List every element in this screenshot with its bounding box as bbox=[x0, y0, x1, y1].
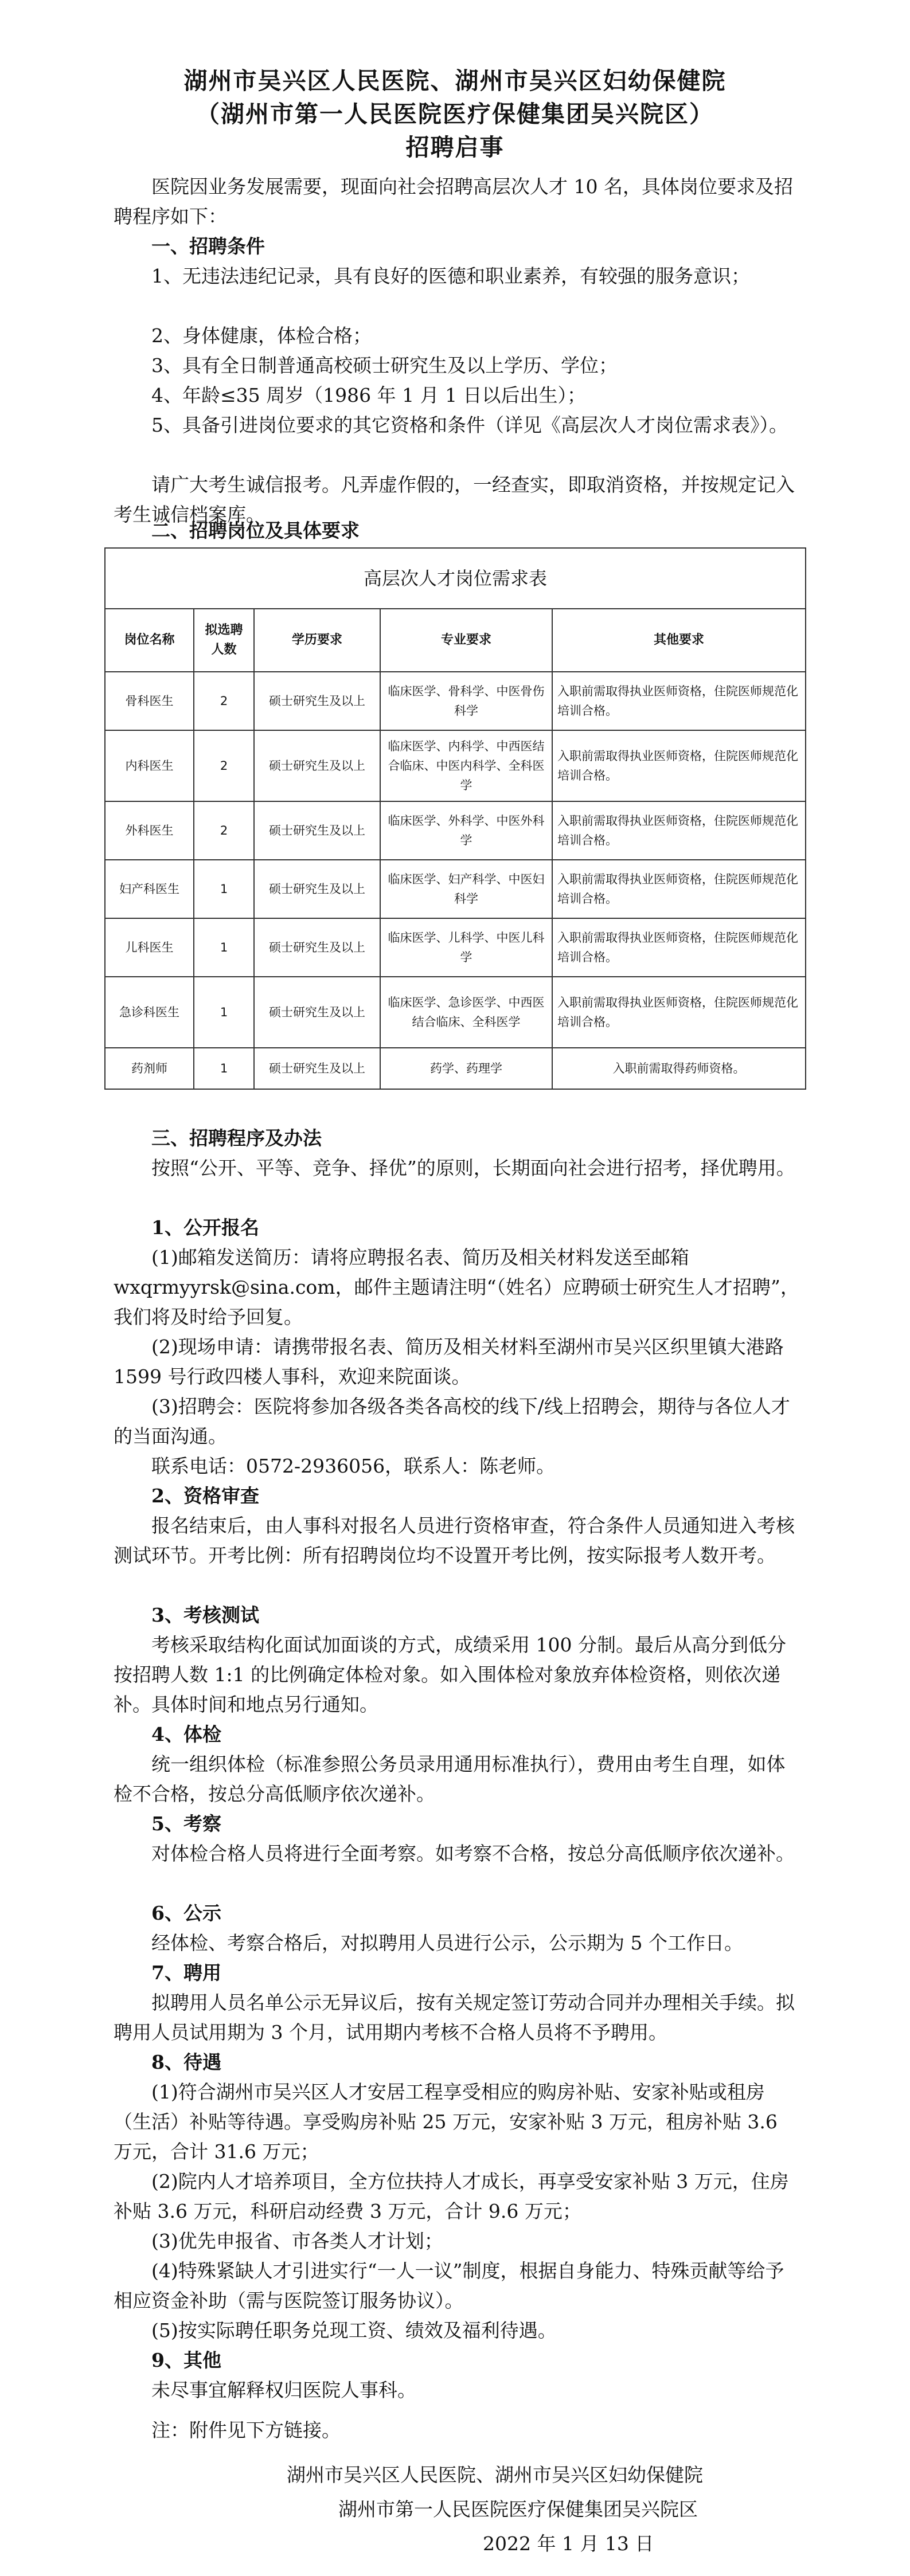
cell-post: 骨科医生 bbox=[105, 672, 194, 730]
step-2-heading: 2、资格审查 bbox=[151, 1485, 259, 1507]
title-line-3: 招聘启事 bbox=[405, 134, 505, 161]
condition-5: 5、具备引进岗位要求的其它资格和条件（详见《高层次人才岗位需求表》）。 bbox=[151, 414, 788, 436]
requirements-table bbox=[104, 547, 806, 1090]
cell-count: 1 bbox=[194, 860, 254, 918]
cell-count: 2 bbox=[194, 801, 254, 860]
cell-major: 药学、药理学 bbox=[380, 1048, 552, 1089]
cell-major: 临床医学、外科学、中医外科学 bbox=[380, 801, 552, 860]
benefit-3: (3)优先申报省、市各类人才计划； bbox=[151, 2230, 443, 2252]
cell-major: 临床医学、骨科学、中医骨伤科学 bbox=[380, 672, 552, 730]
section-3-intro: 按照“公开、平等、竞争、择优”的原则，长期面向社会进行招考，择优聘用。 bbox=[151, 1157, 795, 1179]
step-9-text: 未尽事宜解释权归医院人事科。 bbox=[151, 2379, 416, 2401]
condition-4: 4、年龄≤35 周岁（1986 年 1 月 1 日以后出生）； bbox=[151, 384, 587, 406]
cell-post: 急诊科医生 bbox=[105, 977, 194, 1048]
step-5-heading: 5、考察 bbox=[151, 1812, 221, 1835]
table-caption: 高层次人才岗位需求表 bbox=[105, 548, 806, 609]
step-1-email: (1)邮箱发送简历：请将应聘报名表、简历及相关材料发送至邮箱 wxqrmyyrsk@sina.com，邮件主题请注明“（姓名）应聘硕士研究生人才招聘”，我们将及时给予回复。 bbox=[114, 1246, 799, 1328]
cell-post: 外科医生 bbox=[105, 801, 194, 860]
integrity-note: 请广大考生诚信报考。凡弄虚作假的，一经查实，即取消资格，并按规定记入考生诚信档案库。 bbox=[114, 473, 795, 526]
cell-other: 入职前需取得执业医师资格，住院医师规范化培训合格。 bbox=[552, 801, 806, 860]
table-row bbox=[105, 1048, 806, 1089]
table-row bbox=[105, 672, 806, 730]
cell-other: 入职前需取得药师资格。 bbox=[552, 1048, 806, 1089]
signature-line-1: 湖州市吴兴区人民医院、湖州市吴兴区妇幼保健院 bbox=[287, 2464, 703, 2486]
cell-other: 入职前需取得执业医师资格，住院医师规范化培训合格。 bbox=[552, 672, 806, 730]
section-3-heading: 三、招聘程序及办法 bbox=[151, 1127, 322, 1149]
cell-count: 2 bbox=[194, 730, 254, 801]
contact-info: 联系电话：0572-2936056，联系人：陈老师。 bbox=[151, 1455, 556, 1477]
cell-other: 入职前需取得执业医师资格，住院医师规范化培训合格。 bbox=[552, 730, 806, 801]
cell-education: 硕士研究生及以上 bbox=[254, 672, 380, 730]
cell-count: 1 bbox=[194, 1048, 254, 1089]
signature-date: 2022 年 1 月 13 日 bbox=[483, 2532, 654, 2555]
signature-line-2: 湖州市第一人民医院医疗保健集团吴兴院区 bbox=[338, 2498, 698, 2520]
header-major: 专业要求 bbox=[380, 609, 552, 672]
cell-education: 硕士研究生及以上 bbox=[254, 730, 380, 801]
cell-count: 2 bbox=[194, 672, 254, 730]
condition-1: 1、无违法违纪记录，具有良好的医德和职业素养，有较强的服务意识； bbox=[151, 265, 750, 287]
cell-count: 1 bbox=[194, 918, 254, 977]
step-7-text: 拟聘用人员名单公示无异议后，按有关规定签订劳动合同并办理相关手续。拟聘用人员试用期为 3 个月，试用期内考核不合格人员将不予聘用。 bbox=[114, 1991, 795, 2043]
condition-2: 2、身体健康，体检合格； bbox=[151, 324, 372, 347]
title-line-2: （湖州市第一人民医院医疗保健集团吴兴院区） bbox=[196, 100, 714, 128]
cell-education: 硕士研究生及以上 bbox=[254, 918, 380, 977]
document-header bbox=[0, 64, 910, 164]
step-4-heading: 4、体检 bbox=[151, 1723, 221, 1745]
cell-major: 临床医学、急诊医学、中西医结合临床、全科医学 bbox=[380, 977, 552, 1048]
header-other: 其他要求 bbox=[552, 609, 806, 672]
header-post: 岗位名称 bbox=[105, 609, 194, 672]
step-6-text: 经体检、考察合格后，对拟聘用人员进行公示，公示期为 5 个工作日。 bbox=[151, 1932, 743, 1954]
cell-education: 硕士研究生及以上 bbox=[254, 1048, 380, 1089]
cell-count: 1 bbox=[194, 977, 254, 1048]
step-7-heading: 7、聘用 bbox=[151, 1962, 221, 1984]
cell-post: 妇产科医生 bbox=[105, 860, 194, 918]
step-9-heading: 9、其他 bbox=[151, 2349, 221, 2371]
cell-other: 入职前需取得执业医师资格，住院医师规范化培训合格。 bbox=[552, 918, 806, 977]
cell-other: 入职前需取得执业医师资格，住院医师规范化培训合格。 bbox=[552, 977, 806, 1048]
header-count: 拟选聘人数 bbox=[194, 609, 254, 672]
benefit-5: (5)按实际聘任职务兑现工资、绩效及福利待遇。 bbox=[151, 2319, 557, 2342]
step-1-heading: 1、公开报名 bbox=[151, 1216, 259, 1239]
step-3-heading: 3、考核测试 bbox=[151, 1604, 259, 1626]
cell-education: 硕士研究生及以上 bbox=[254, 977, 380, 1048]
table-row bbox=[105, 860, 806, 918]
cell-post: 儿科医生 bbox=[105, 918, 194, 977]
step-1-onsite: (2)现场申请：请携带报名表、简历及相关材料至湖州市吴兴区织里镇大港路 1599 号行政四楼人事科，欢迎来院面谈。 bbox=[114, 1336, 784, 1388]
benefit-1: (1)符合湖州市吴兴区人才安居工程享受相应的购房补贴、安家补贴或租房（生活）补贴等待遇。享受购房补贴 25 万元，安家补贴 3 万元，租房补贴 3.6 万元，合计 31.6 万元； bbox=[114, 2081, 778, 2163]
cell-major: 临床医学、内科学、中西医结合临床、中医内科学、全科医学 bbox=[380, 730, 552, 801]
cell-education: 硕士研究生及以上 bbox=[254, 801, 380, 860]
table-row bbox=[105, 730, 806, 801]
benefit-4: (4)特殊紧缺人才引进实行“一人一议”制度，根据自身能力、特殊贡献等给予相应资金补助（需与医院签订服务协议）。 bbox=[114, 2260, 784, 2312]
cell-post: 药剂师 bbox=[105, 1048, 194, 1089]
cell-education: 硕士研究生及以上 bbox=[254, 860, 380, 918]
step-5-text: 对体检合格人员将进行全面考察。如考察不合格，按总分高低顺序依次递补。 bbox=[151, 1842, 795, 1865]
step-2-text: 报名结束后，由人事科对报名人员进行资格审查，符合条件人员通知进入考核测试环节。开考比例：所有招聘岗位均不设置开考比例，按实际报考人数开考。 bbox=[114, 1514, 795, 1567]
condition-3: 3、具有全日制普通高校硕士研究生及以上学历、学位； bbox=[151, 354, 618, 377]
section-2-heading: 二、招聘岗位及具体要求 bbox=[151, 519, 360, 542]
section-1-heading: 一、招聘条件 bbox=[151, 235, 265, 257]
table-row bbox=[105, 801, 806, 860]
cell-post: 内科医生 bbox=[105, 730, 194, 801]
benefit-2: (2)院内人才培养项目，全方位扶持人才成长，再享受安家补贴 3 万元，住房补贴 3.6 万元，科研启动经费 3 万元，合计 9.6 万元； bbox=[114, 2170, 789, 2222]
cell-major: 临床医学、儿科学、中医儿科学 bbox=[380, 918, 552, 977]
title-line-1: 湖州市吴兴区人民医院、湖州市吴兴区妇幼保健院 bbox=[183, 67, 727, 95]
table-row bbox=[105, 977, 806, 1048]
step-8-heading: 8、待遇 bbox=[151, 2051, 221, 2073]
attachment-note: 注：附件见下方链接。 bbox=[151, 2419, 341, 2441]
step-6-heading: 6、公示 bbox=[151, 1902, 221, 1924]
step-4-text: 统一组织体检（标准参照公务员录用通用标准执行），费用由考生自理，如体检不合格，按总分高低顺序依次递补。 bbox=[114, 1753, 786, 1805]
cell-other: 入职前需取得执业医师资格，住院医师规范化培训合格。 bbox=[552, 860, 806, 918]
table-row bbox=[105, 918, 806, 977]
step-3-text: 考核采取结构化面试加面谈的方式，成绩采用 100 分制。最后从高分到低分按招聘人数 1:1 的比例确定体检对象。如入围体检对象放弃体检资格，则依次递补。具体时间和地点另行通知。 bbox=[114, 1634, 786, 1716]
intro-paragraph: 医院因业务发展需要，现面向社会招聘高层次人才 10 名，具体岗位要求及招聘程序如下： bbox=[114, 175, 793, 228]
header-education: 学历要求 bbox=[254, 609, 380, 672]
step-1-jobfair: (3)招聘会：医院将参加各级各类各高校的线下/线上招聘会，期待与各位人才的当面沟通。 bbox=[114, 1395, 790, 1447]
cell-major: 临床医学、妇产科学、中医妇科学 bbox=[380, 860, 552, 918]
requirements-table-wrapper bbox=[104, 547, 805, 1090]
